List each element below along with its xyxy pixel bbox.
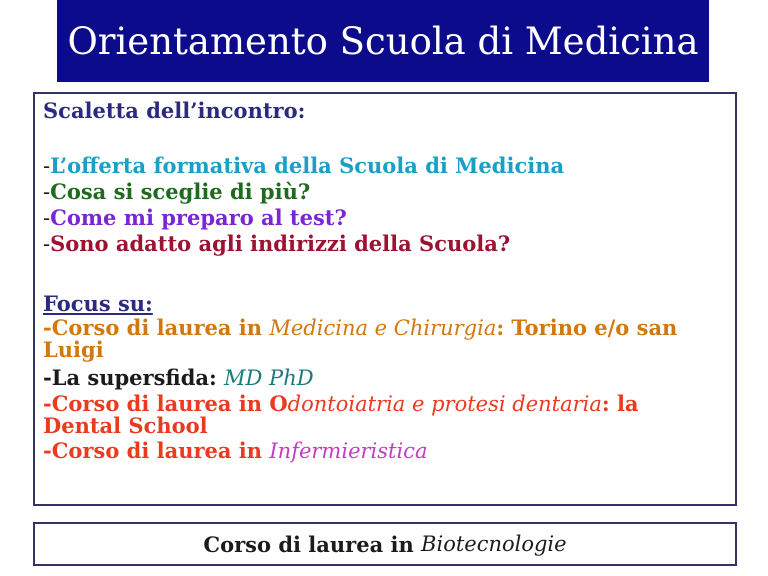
agenda-item: -L’offerta formativa della Scuola di Medicina — [43, 153, 565, 178]
agenda-item: -Sono adatto agli indirizzi della Scuola? — [43, 231, 511, 256]
agenda-heading: Scaletta dell’incontro: — [43, 98, 306, 123]
title-bar — [57, 0, 709, 82]
footer-italic: Biotecnologie — [421, 532, 567, 556]
focus-item-medicina-cont: Luigi — [43, 337, 104, 362]
content-box — [33, 92, 737, 506]
focus-item-mdphd: -La supersfida: MD PhD — [43, 365, 314, 390]
footer-box — [33, 522, 737, 566]
agenda-item: -Cosa si sceglie di più? — [43, 179, 311, 204]
focus-heading: Focus su: — [43, 291, 153, 316]
agenda-item: -Come mi preparo al test? — [43, 205, 347, 230]
focus-item-odontoiatria: -Corso di laurea in Odontoiatria e protesi dentaria: la — [43, 391, 639, 416]
focus-item-medicina: -Corso di laurea in Medicina e Chirurgia: Torino e/o san — [43, 315, 678, 340]
focus-item-infermieristica: -Corso di laurea in Infermieristica — [43, 438, 428, 463]
focus-item-odontoiatria-cont: Dental School — [43, 413, 208, 438]
footer-prefix: Corso di laurea in — [203, 531, 422, 557]
slide-title: Orientamento Scuola di Medicina — [67, 19, 699, 63]
content-text — [43, 98, 731, 464]
